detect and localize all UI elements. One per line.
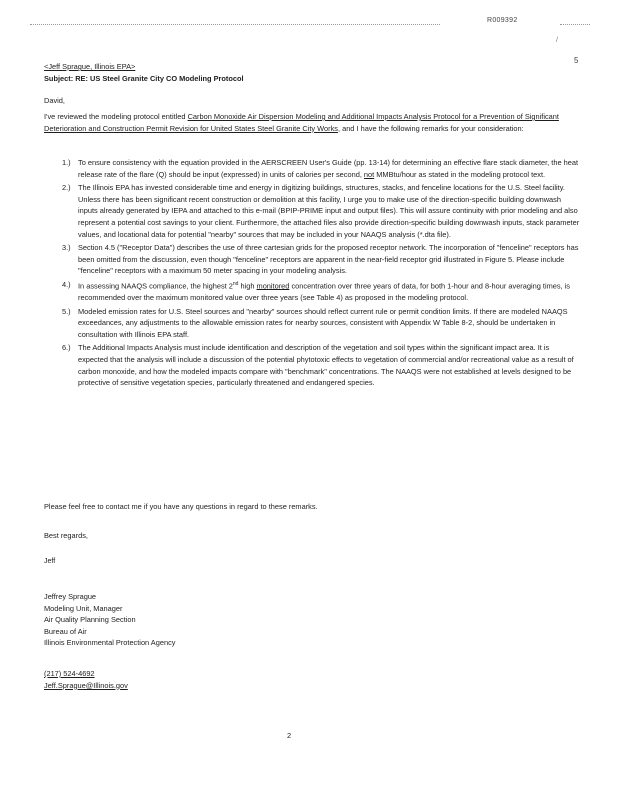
item-text: Section 4.5 ("Receptor Data") describes the use of three cartesian grids for the proposed receptor network. The incorporation of "fenceline" receptors has been omitted from the discussion, even though "fenceline" receptors are apparent in the near-field receptor grid illustrated in Figure 5. Please include "fenceline" receptors with a maximum 50 meter spacing in your modeling analysis. — [78, 243, 579, 276]
email-header — [44, 61, 244, 85]
item-emphasis: not — [363, 169, 375, 179]
regards-line: Best regards, — [44, 531, 88, 540]
item-number: 6.) — [62, 343, 71, 353]
signer-name: Jeffrey Sprague — [44, 592, 97, 601]
intro-paragraph — [44, 111, 580, 134]
item-emphasis: monitored — [256, 281, 290, 291]
signer-bureau: Bureau of Air — [44, 626, 87, 636]
item-superscript: nd — [232, 280, 239, 287]
item-text: MMBtu/hour as stated in the modeling protocol text. — [374, 169, 546, 179]
email-recipient: <Jeff Sprague, Illinois EPA> — [44, 62, 136, 71]
email-link[interactable]: Jeff.Sprague@Illinois.gov — [44, 680, 128, 690]
protocol-title: Carbon Monoxide Air Dispersion Modeling and Additional Impacts Analysis Protocol for a Prevention of Significant Deterioration and Construction Permit Revision for United States Steel Granite City Works — [44, 112, 559, 133]
greeting: David, — [44, 96, 65, 105]
subject-label: Subject: — [44, 74, 74, 83]
item-number: 1.) — [62, 158, 71, 167]
item-text: Modeled emission rates for U.S. Steel sources and "nearby" sources should reflect current rule or permit condition limits. If there are modeled NAAQS exceedances, any adjustments to the allowable emission rates for nearby sources, consistent with Appendix W Table 8-2, should be undertaken in consultation with Illinois EPA staff. — [78, 306, 568, 339]
list-item — [44, 279, 580, 304]
email-subject — [44, 73, 244, 85]
item-number: 4.) — [62, 279, 71, 289]
list-item — [44, 182, 580, 240]
intro-before: I've reviewed the modeling protocol entitled — [44, 112, 188, 121]
margin-mark: / — [556, 37, 558, 44]
signer-section: Air Quality Planning Section — [44, 615, 136, 625]
intro-after: , and I have the following remarks for your consideration: — [337, 123, 524, 133]
signer-agency: Illinois Environmental Protection Agency — [44, 638, 176, 648]
signature-block — [44, 591, 175, 649]
item-text: high — [238, 281, 257, 291]
item-number: 3.) — [62, 243, 71, 253]
item-text: The Additional Impacts Analysis must include identification and description of the vegetation and soil types within the significant impact area. It is expected that the analysis will include a discussion of the potential phytotoxic effects to vegetation of commercial and/or recreational value as a result of carbon monoxide, and how the modeled impacts compare with "benchmark" concentrations. The NAAQS were not established at levels designed to be protective of sensitive vegetation species, particularly threatened and endangered species. — [78, 343, 574, 388]
item-text: In assessing NAAQS compliance, the highest 2 — [78, 281, 233, 291]
signer-title: Modeling Unit, Manager — [44, 603, 123, 613]
bates-number: R009392 — [487, 17, 518, 24]
phone-number: (217) 524-4692 — [44, 669, 95, 678]
list-item — [44, 342, 580, 388]
signature-initials: Jeff — [44, 558, 56, 565]
list-item — [44, 306, 580, 341]
item-number: 5.) — [62, 306, 71, 316]
top-dotted-rule-right — [560, 24, 590, 25]
subject-text: RE: US Steel Granite City CO Modeling Protocol — [75, 74, 244, 83]
contact-block — [44, 668, 128, 691]
item-text: concentration over three years of data, for both 1-hour and 8-hour averaging times, is recommended over the maximum monitored value over three years (see Table 4) as proposed in the modeling protocol. — [78, 281, 570, 302]
item-text: The Illinois EPA has invested considerable time and energy in digitizing buildings, structures, stacks, and fenceline locations for the U.S. Steel facility. Unless there has been significant recent construction or demolition at this facility, I urge you to make use of the direction-specific building downwash inputs already generated by IEPA and attached to this e-mail (BPIP-PRIME input and output files). This will assure continuity with prior modeling and also represent a potential cost savings to your client. Furthermore, the attached files also provide direction-specific building downwash inputs, stack parameter values, and locational data for potential "nearby" sources that may be included in your NAAQS analysis (*.dta file). — [78, 183, 580, 239]
list-item — [44, 242, 580, 277]
closing-line: Please feel free to contact me if you have any questions in regard to these remarks. — [44, 502, 318, 511]
corner-mark: 5 — [574, 56, 579, 65]
remarks-list — [44, 157, 580, 391]
top-dotted-rule — [30, 24, 440, 25]
page-number: 2 — [287, 731, 292, 740]
item-text: To ensure consistency with the equation provided in the AERSCREEN User's Guide (pp. 13-14) for determining an effective flare stack diameter, the heat release rate of the flare (Q) should be input (expressed) in units of calories per second, — [78, 158, 578, 179]
item-number: 2.) — [62, 183, 71, 193]
list-item — [44, 157, 580, 180]
